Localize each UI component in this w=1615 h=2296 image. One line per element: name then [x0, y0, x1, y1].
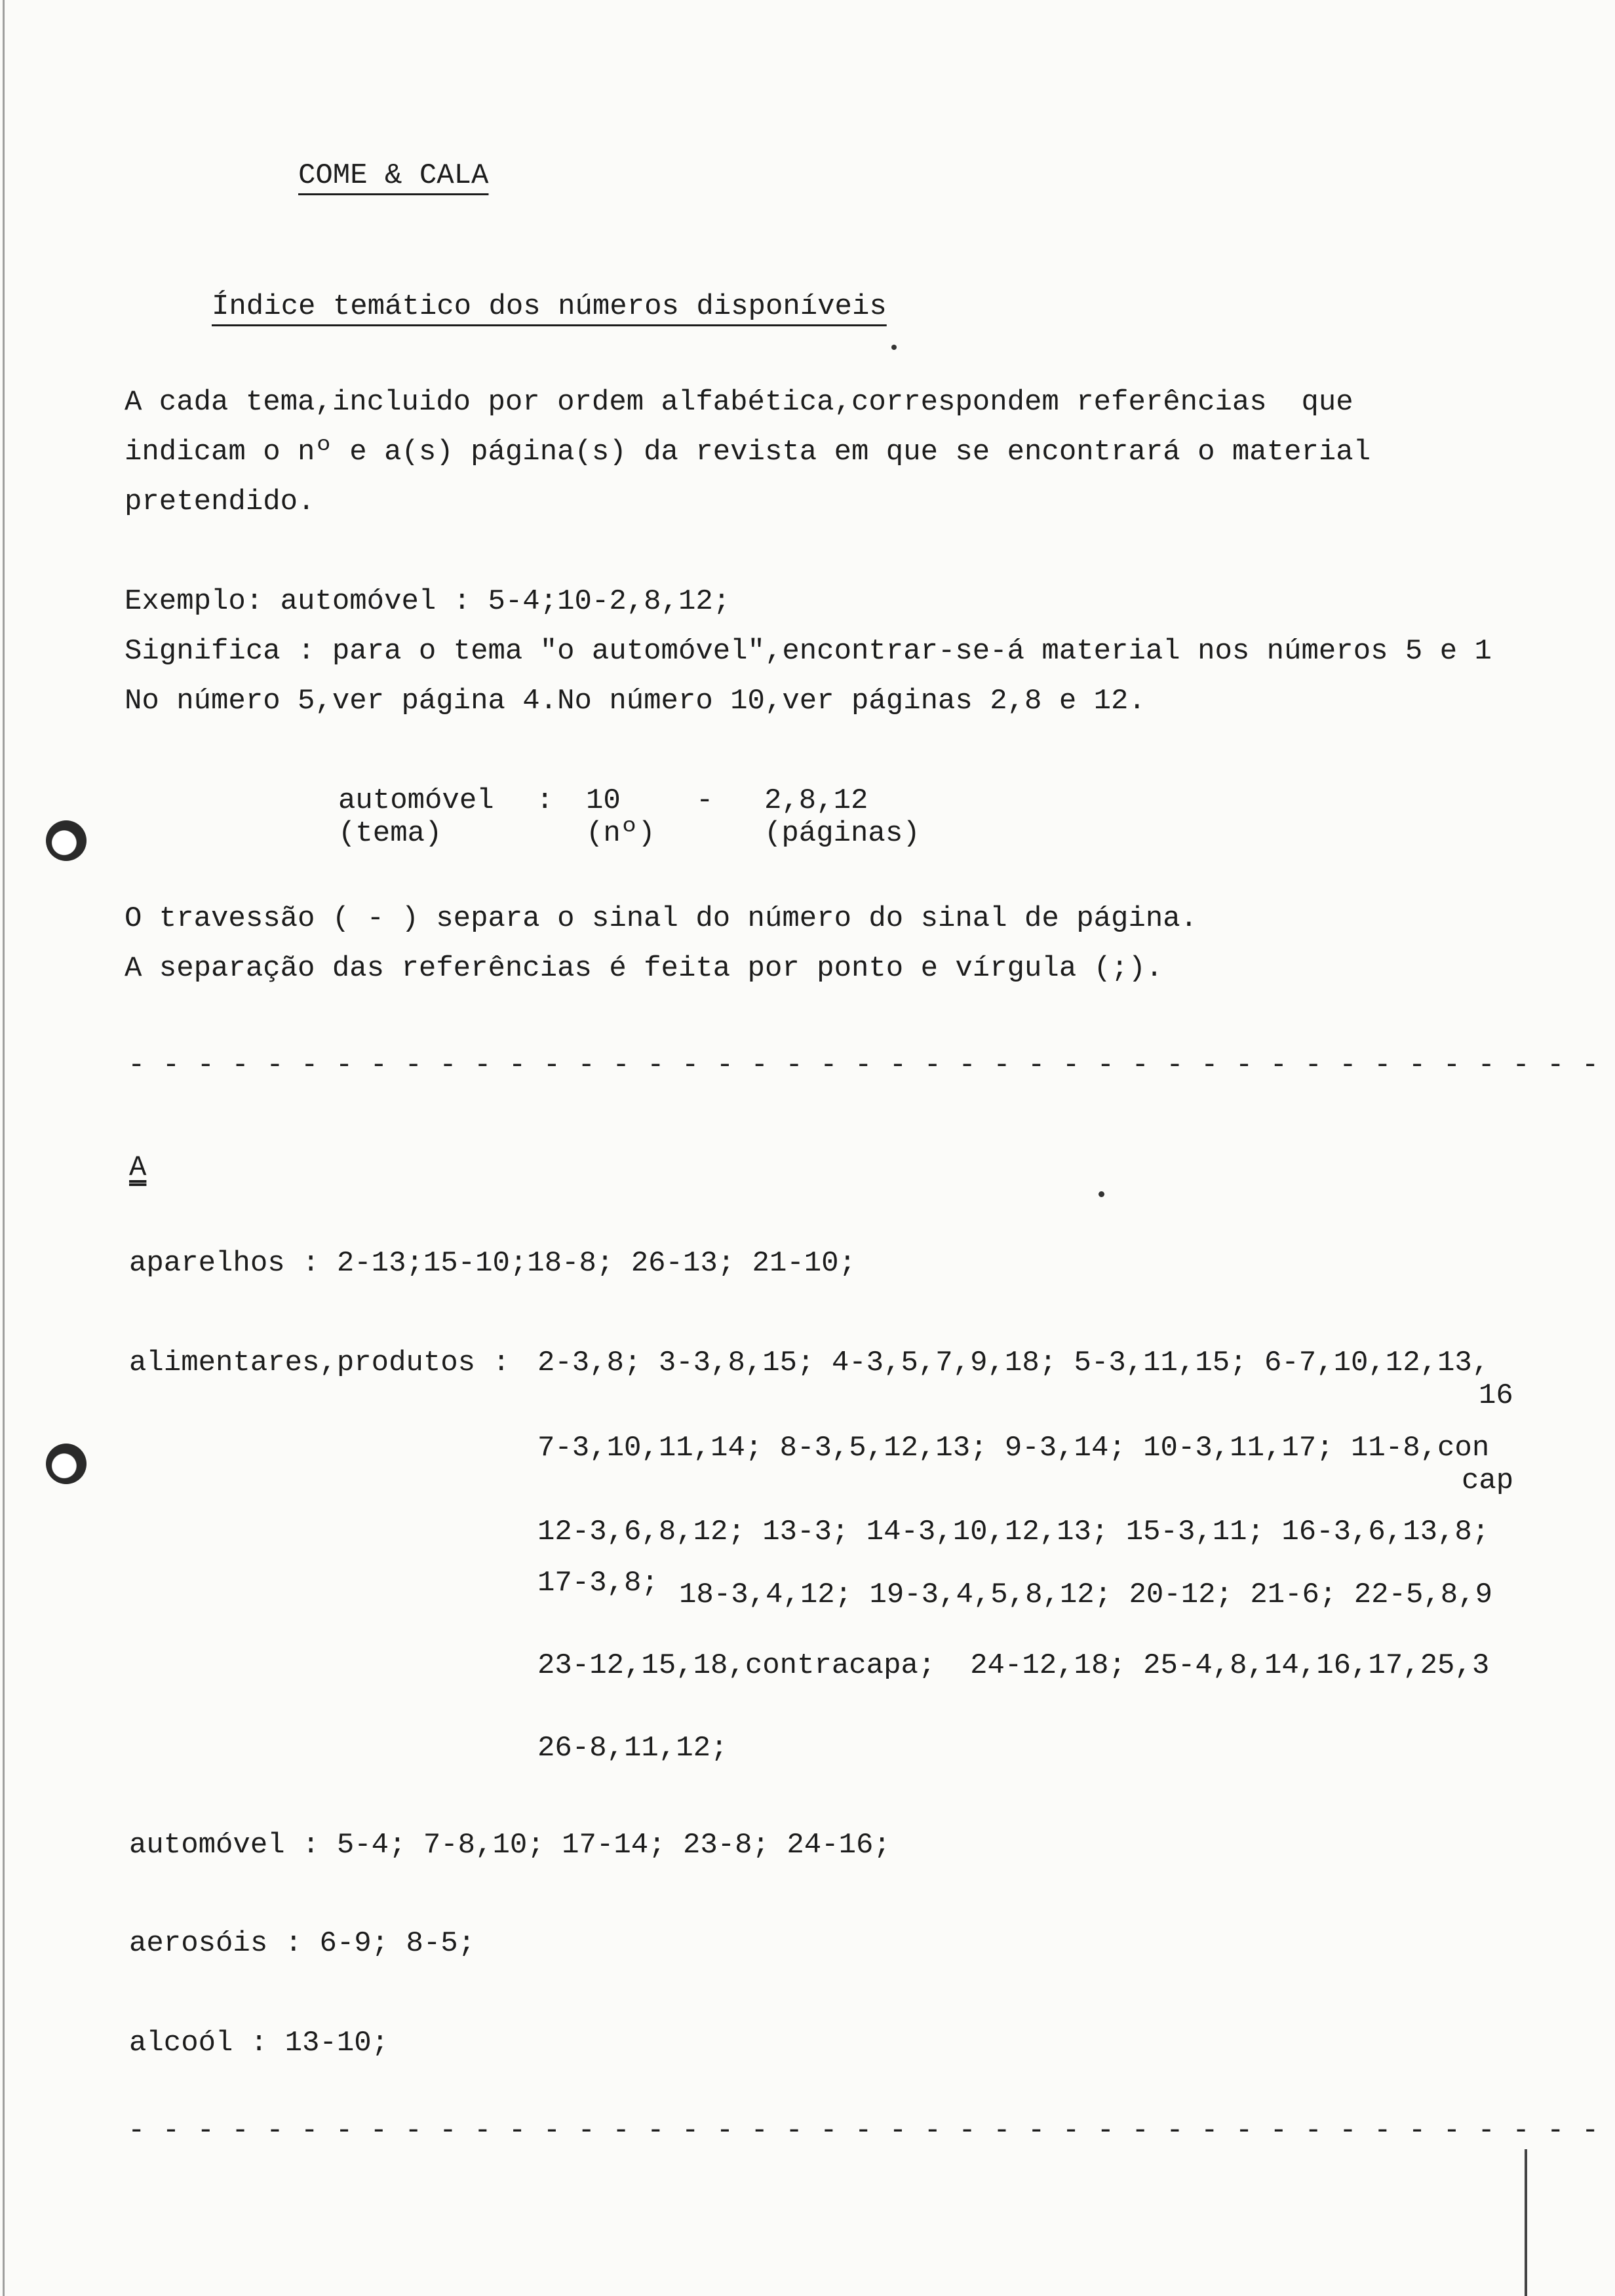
legend-tema-value: automóvel	[338, 784, 494, 817]
legend-colon: :	[536, 784, 554, 817]
speck	[891, 345, 897, 350]
index-heading: Índice temático dos números disponíveis	[212, 290, 887, 323]
page-title: COME & CALA	[298, 159, 489, 192]
scan-edge-left	[3, 0, 5, 2296]
entry-alimentares-line: 18-3,4,12; 19-3,4,5,8,12; 20-12; 21-6; 22-5,8,9	[679, 1578, 1493, 1611]
entry-aerosois: aerosóis : 6-9; 8-5;	[129, 1927, 476, 1960]
intro-line-1: A cada tema,incluido por ordem alfabética,correspondem referências que	[125, 386, 1353, 419]
entry-alimentares-line: 12-3,6,8,12; 13-3; 14-3,10,12,13; 15-3,11; 16-3,6,13,8;	[537, 1516, 1490, 1548]
entry-alimentares-line: 17-3,8;	[537, 1567, 659, 1599]
intro-line-3: pretendido.	[125, 486, 315, 518]
speck	[1099, 1191, 1104, 1197]
example-line-2: Significa : para o tema "o automóvel",encontrar-se-á material nos números 5 e 1	[125, 635, 1492, 668]
legend-num-value: 10	[586, 784, 621, 817]
entry-alimentares-line: 23-12,15,18,contracapa; 24-12,18; 25-4,8,14,16,17,25,3	[537, 1649, 1490, 1682]
entry-alcool: alcoól : 13-10;	[129, 2027, 389, 2059]
entry-alimentares-line: 26-8,11,12;	[537, 1732, 728, 1765]
note-semicolon: A separação das referências é feita por ponto e vírgula (;).	[125, 952, 1163, 985]
entry-alimentares-line: 7-3,10,11,14; 8-3,5,12,13; 9-3,14; 10-3,11,17; 11-8,con	[537, 1432, 1490, 1464]
legend-dash: -	[696, 784, 714, 817]
entry-alimentares-label: alimentares,produtos :	[129, 1347, 510, 1379]
example-line-3: No número 5,ver página 4.No número 10,ver páginas 2,8 e 12.	[125, 685, 1146, 718]
separator-top: - - - - - - - - - - - - - - - - - - - - - - - - - - - - - - - - - - - - - - - - - - -	[128, 1049, 1599, 1082]
legend-pages-value: 2,8,12	[764, 784, 868, 817]
binder-hole-bottom	[46, 1444, 87, 1484]
section-letter: A	[129, 1151, 147, 1184]
separator-bottom: - - - - - - - - - - - - - - - - - - - - - - - - - - - - - - - - - - - - - - - - - - -	[128, 2114, 1599, 2147]
binder-hole-top	[46, 820, 87, 861]
scan-edge-right	[1525, 2149, 1527, 2296]
entry-automovel: automóvel : 5-4; 7-8,10; 17-14; 23-8; 24-16;	[129, 1829, 891, 1862]
legend-num-label: (nº)	[586, 817, 655, 850]
entry-alimentares-line: 2-3,8; 3-3,8,15; 4-3,5,7,9,18; 5-3,11,15; 6-7,10,12,13,	[537, 1347, 1490, 1379]
entry-aparelhos: aparelhos : 2-13;15-10;18-8; 26-13; 21-10;	[129, 1247, 856, 1280]
legend-tema-label: (tema)	[338, 817, 442, 850]
example-line-1: Exemplo: automóvel : 5-4;10-2,8,12;	[125, 585, 731, 618]
intro-line-2: indicam o nº e a(s) página(s) da revista em que se encontrará o material	[125, 436, 1371, 469]
entry-alimentares-line: 16	[1479, 1379, 1513, 1412]
legend-pages-label: (páginas)	[764, 817, 920, 850]
entry-alimentares-line: cap	[1462, 1464, 1514, 1497]
note-dash: O travessão ( - ) separa o sinal do número do sinal de página.	[125, 902, 1198, 935]
